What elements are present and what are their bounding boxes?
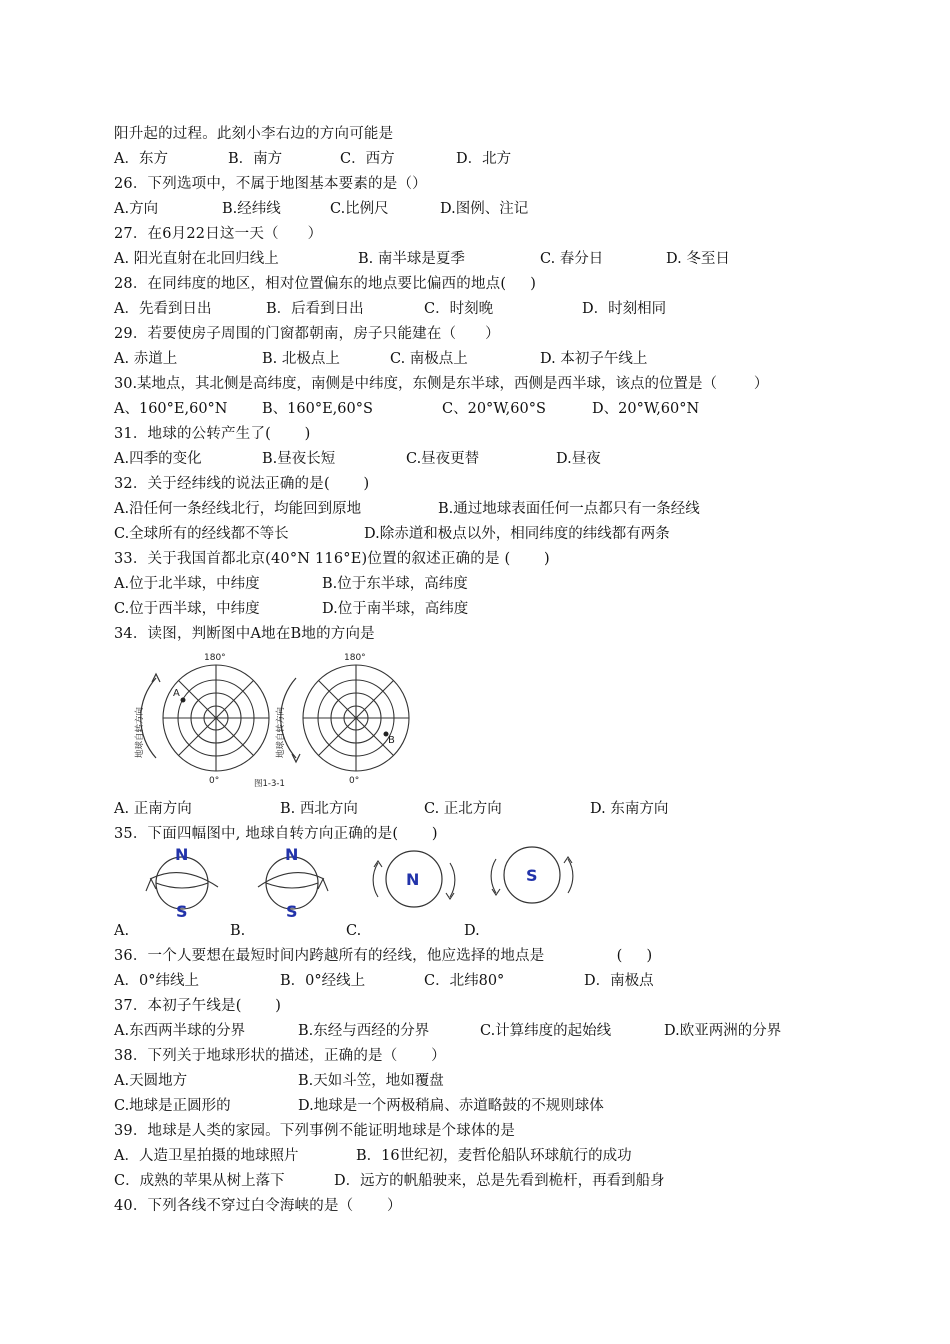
q31-options: [114, 448, 834, 470]
q30-option-d: D、20°W,60°N: [592, 401, 700, 417]
q30-option-b: B、160°E,60°S: [262, 401, 373, 417]
q39-option-b: B．16世纪初，麦哲伦船队环球航行的成功: [356, 1148, 632, 1164]
q38-option-d: D.地球是一个两极稍扁、赤道略鼓的不规则球体: [298, 1098, 604, 1114]
globe-b: [258, 845, 328, 917]
globe-c: [373, 851, 455, 907]
q31-option-a: A.四季的变化: [114, 451, 202, 467]
q31-option-d: D.昼夜: [556, 451, 601, 467]
q28-option-d: D．时刻相同: [582, 301, 667, 317]
q32-option-c: C.全球所有的经线都不等长: [114, 526, 289, 542]
q28-option-a: A．先看到日出: [114, 301, 212, 317]
globe-a-north-label: N: [175, 845, 189, 864]
q33-option-b: B.位于东半球，高纬度: [322, 576, 468, 592]
q36-option-d: D．南极点: [584, 973, 654, 989]
q39-options-cd: [114, 1170, 834, 1192]
q33-stem: 33．关于我国首都北京(40°N 116°E)位置的叙述正确的是 ( ): [114, 551, 550, 567]
q33-option-d: D.位于南半球，高纬度: [322, 601, 469, 617]
right-bottom-meridian-label: 0°: [349, 776, 360, 786]
q36-options: [114, 970, 834, 992]
q29-stem: 29．若要使房子周围的门窗都朝南，房子只能建在（ ）: [114, 326, 500, 342]
left-bottom-meridian-label: 0°: [209, 776, 220, 786]
q25-option-d: D．北方: [456, 151, 512, 167]
globe-d: [491, 847, 573, 903]
q38-option-b: B.天如斗笠，地如覆盘: [298, 1073, 444, 1089]
left-rotation-caption: 地球自转方向: [135, 706, 145, 758]
q26-option-c: C.比例尺: [330, 201, 389, 217]
q39-stem: 39．地球是人类的家园。下列事例不能证明地球是个球体的是: [114, 1123, 516, 1139]
q33-options-ab: [114, 573, 834, 595]
left-top-meridian-label: 180°: [204, 653, 226, 663]
q27-option-d: D. 冬至日: [666, 251, 730, 267]
q33-option-a: A.位于北半球，中纬度: [114, 576, 260, 592]
q39-option-c: C．成熟的苹果从树上落下: [114, 1173, 285, 1189]
q26-options: [114, 198, 834, 220]
q28-options: [114, 298, 834, 320]
globe-d-south-label: S: [526, 866, 538, 885]
globe-a: [146, 845, 218, 917]
globe-b-south-label: S: [286, 902, 298, 917]
q28-stem: 28．在同纬度的地区，相对位置偏东的地点要比偏西的地点( ): [114, 276, 537, 292]
q32-option-b: B.通过地球表面任何一点都只有一条经线: [438, 501, 700, 517]
q31-option-c: C.昼夜更替: [406, 451, 480, 467]
q28-option-c: C．时刻晚: [424, 301, 494, 317]
point-a-marker: [181, 698, 186, 703]
q38-stem: 38．下列关于地球形状的描述，正确的是（ ）: [114, 1048, 446, 1064]
q28-option-b: B．后看到日出: [266, 301, 364, 317]
point-a-label: A: [173, 688, 180, 699]
q27-options: [114, 248, 834, 270]
q32-options-cd: [114, 523, 834, 545]
right-top-meridian-label: 180°: [344, 653, 366, 663]
q32-stem: 32．关于经纬线的说法正确的是( ): [114, 476, 370, 492]
q38-options-cd: [114, 1095, 834, 1117]
q35-option-a: A.: [114, 923, 130, 939]
q35-option-d: D.: [464, 923, 480, 939]
q32-option-d: D.除赤道和极点以外，相同纬度的纬线都有两条: [364, 526, 670, 542]
q25-option-c: C．西方: [340, 151, 395, 167]
q31-option-b: B.昼夜长短: [262, 451, 336, 467]
q36-option-c: C．北纬80°: [424, 973, 505, 989]
figure-caption: 图1-3-1: [254, 779, 285, 789]
q25-option-b: B．南方: [228, 151, 283, 167]
q29-option-a: A. 赤道上: [114, 351, 178, 367]
q30-stem: 30.某地点，其北侧是高纬度，南侧是中纬度，东侧是东半球，西侧是西半球，该点的位置是（ ）: [114, 376, 769, 392]
q38-option-c: C.地球是正圆形的: [114, 1098, 231, 1114]
q34-stem: 34．读图，判断图中A地在B地的方向是: [114, 626, 375, 642]
q37-stem: 37．本初子午线是( ): [114, 998, 282, 1014]
q37-option-b: B.东经与西经的分界: [298, 1023, 430, 1039]
q27-option-b: B. 南半球是夏季: [358, 251, 465, 267]
q32-option-a: A.沿任何一条经线北行，均能回到原地: [114, 501, 362, 517]
q25-stem-tail: 阳升起的过程。此刻小李右边的方向可能是: [114, 126, 394, 142]
q36-option-b: B．0°经线上: [280, 973, 366, 989]
globe-a-arrow-icon: [146, 879, 156, 891]
q26-stem: 26．下列选项中，不属于地图基本要素的是（）: [114, 176, 427, 192]
q35-option-b: B.: [230, 923, 246, 939]
point-b-label: B: [388, 735, 395, 746]
right-polar-globe: [303, 665, 409, 771]
q37-options: [114, 1020, 834, 1042]
q26-option-b: B.经纬线: [222, 201, 281, 217]
q30-option-c: C、20°W,60°S: [442, 401, 546, 417]
globe-b-arrow-icon: [318, 879, 328, 891]
q34-option-c: C. 正北方向: [424, 801, 502, 817]
q32-options-ab: [114, 498, 834, 520]
q34-option-b: B. 西北方向: [280, 801, 358, 817]
q26-option-d: D.图例、注记: [440, 201, 529, 217]
q30-option-a: A、160°E,60°N: [114, 401, 228, 417]
q27-stem: 27．在6月22日这一天（ ）: [114, 226, 323, 242]
q37-option-c: C.计算纬度的起始线: [480, 1023, 612, 1039]
polar-view-figure: [128, 648, 418, 790]
globe-a-south-label: S: [176, 902, 188, 917]
q39-options-ab: [114, 1145, 834, 1167]
q38-option-a: A.天圆地方: [114, 1073, 188, 1089]
q40-stem: 40．下列各线不穿过白令海峡的是（ ）: [114, 1198, 402, 1214]
q30-options: [114, 398, 834, 420]
globe-c-north-label: N: [406, 870, 420, 889]
q34-option-a: A. 正南方向: [114, 801, 192, 817]
q29-option-b: B. 北极点上: [262, 351, 340, 367]
q29-option-d: D. 本初子午线上: [540, 351, 648, 367]
q29-options: [114, 348, 834, 370]
q35-options: [114, 920, 834, 942]
q25-option-a: A．东方: [114, 151, 168, 167]
q31-stem: 31．地球的公转产生了( ): [114, 426, 311, 442]
q37-option-a: A.东西两半球的分界: [114, 1023, 246, 1039]
q35-stem: 35．下面四幅图中, 地球自转方向正确的是( ): [114, 826, 438, 842]
q33-option-c: C.位于西半球，中纬度: [114, 601, 260, 617]
q39-option-a: A．人造卫星拍摄的地球照片: [114, 1148, 299, 1164]
q37-option-d: D.欧亚两洲的分界: [664, 1023, 782, 1039]
q35-option-c: C.: [346, 923, 362, 939]
q34-option-d: D. 东南方向: [590, 801, 669, 817]
rotation-direction-figure: [132, 845, 582, 917]
q26-option-a: A.方向: [114, 201, 159, 217]
q25-options: [114, 148, 834, 170]
right-rotation-caption: 地球自转方向: [276, 706, 286, 758]
q38-options-ab: [114, 1070, 834, 1092]
q34-options: [114, 798, 834, 820]
q39-option-d: D．远方的帆船驶来，总是先看到桅杆，再看到船身: [334, 1173, 665, 1189]
q33-options-cd: [114, 598, 834, 620]
q27-option-c: C. 春分日: [540, 251, 604, 267]
q27-option-a: A. 阳光直射在北回归线上: [114, 251, 279, 267]
q36-stem: 36．一个人要想在最短时间内跨越所有的经线，他应选择的地点是 ( ): [114, 948, 653, 964]
q36-option-a: A．0°纬线上: [114, 973, 199, 989]
left-polar-globe: [163, 665, 269, 771]
globe-b-north-label: N: [285, 845, 299, 864]
q29-option-c: C. 南极点上: [390, 351, 468, 367]
